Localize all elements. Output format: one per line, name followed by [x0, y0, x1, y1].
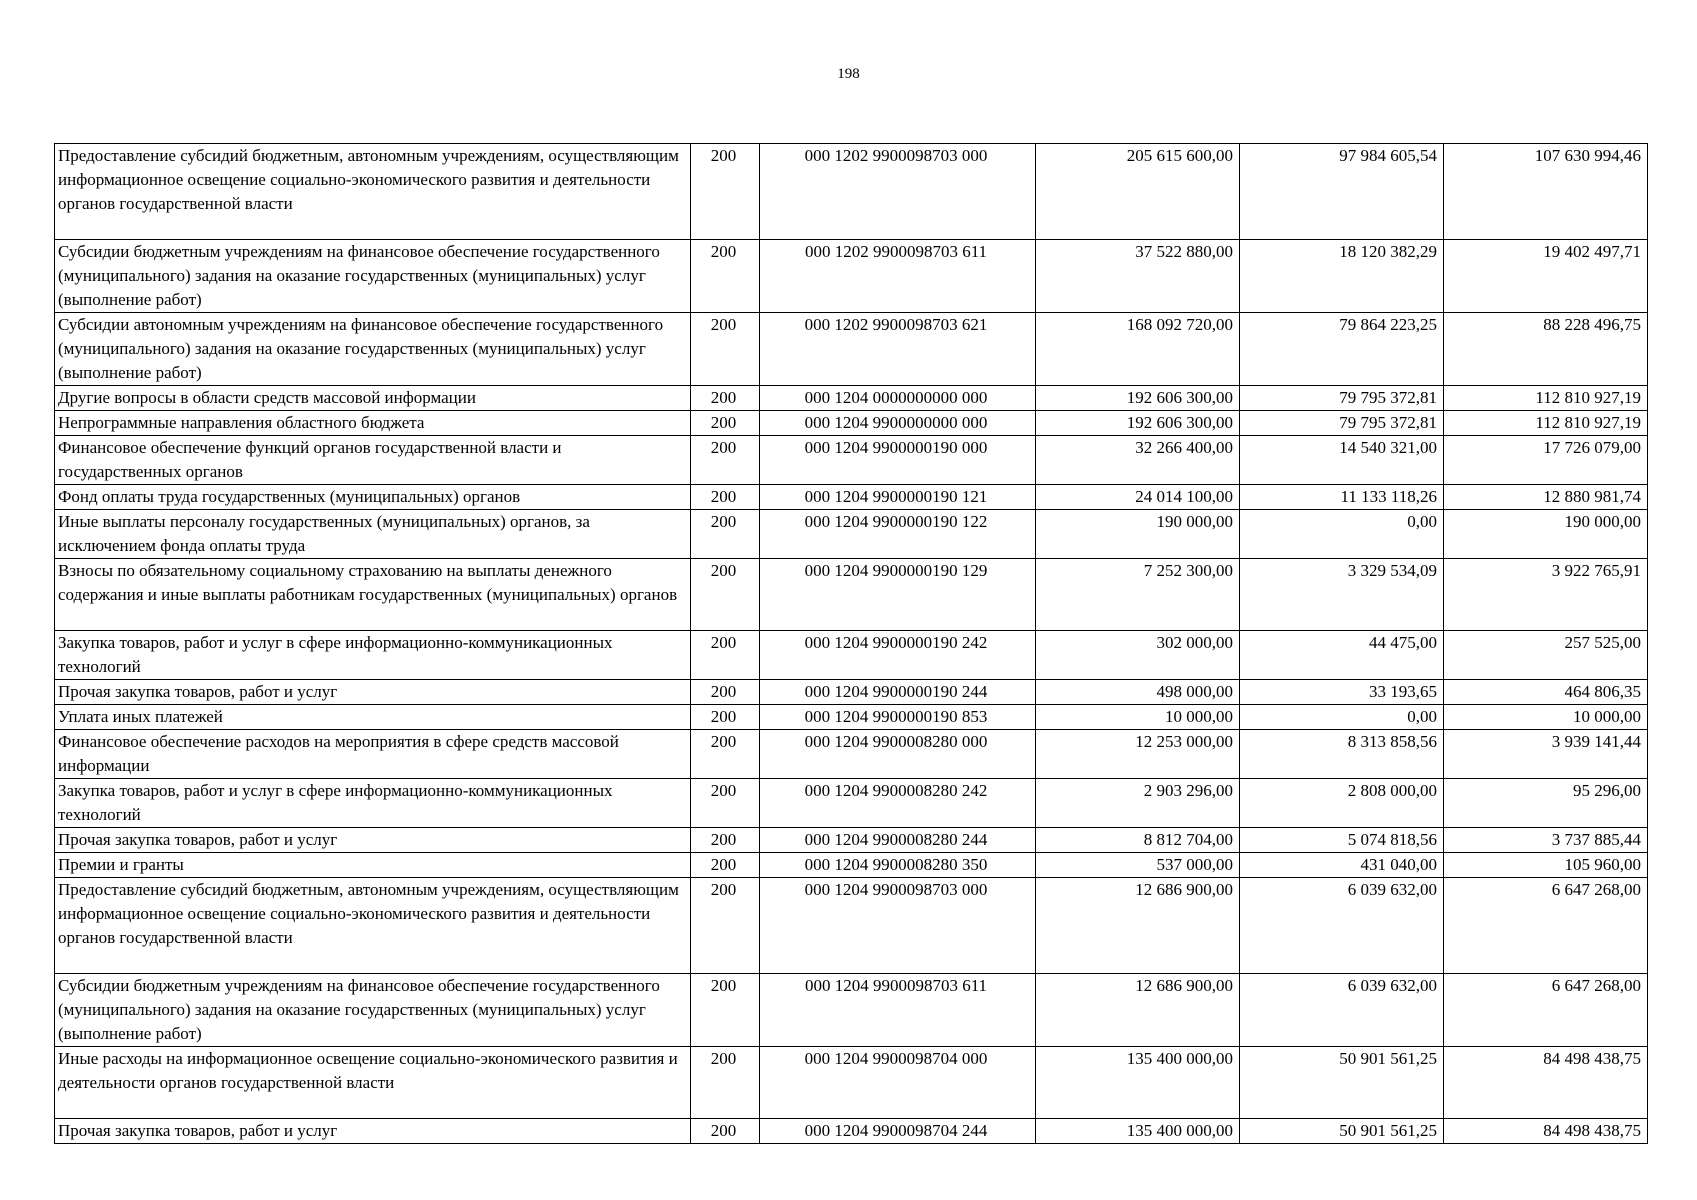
row-kbk: 000 1204 9900098704 000: [760, 1047, 1036, 1119]
table-row: [55, 144, 1648, 240]
row-unexecuted: 6 647 268,00: [1444, 878, 1648, 974]
row-code: 200: [691, 828, 760, 853]
row-unexecuted: 95 296,00: [1444, 779, 1648, 828]
row-code: 200: [691, 313, 760, 386]
row-executed: 6 039 632,00: [1240, 974, 1444, 1047]
row-executed: 97 984 605,54: [1240, 144, 1444, 240]
row-name: Непрограммные направления областного бюджета: [55, 411, 691, 436]
row-name: Субсидии бюджетным учреждениям на финансовое обеспечение государственного (муниципального) задания на оказание государственных (муниципальных) услуг (выполнение работ): [55, 974, 691, 1047]
row-name: Закупка товаров, работ и услуг в сфере информационно-коммуникационных технологий: [55, 779, 691, 828]
row-approved: 12 686 900,00: [1036, 878, 1240, 974]
row-unexecuted: 464 806,35: [1444, 680, 1648, 705]
row-unexecuted: 3 922 765,91: [1444, 559, 1648, 631]
table-row: [55, 1047, 1648, 1119]
row-code: 200: [691, 1119, 760, 1144]
row-name: Субсидии автономным учреждениям на финансовое обеспечение государственного (муниципального) задания на оказание государственных (муниципальных) услуг (выполнение работ): [55, 313, 691, 386]
row-name: Другие вопросы в области средств массовой информации: [55, 386, 691, 411]
row-code: 200: [691, 485, 760, 510]
row-kbk: 000 1204 9900098703 000: [760, 878, 1036, 974]
row-code: 200: [691, 240, 760, 313]
row-code: 200: [691, 436, 760, 485]
row-code: 200: [691, 631, 760, 680]
row-approved: 302 000,00: [1036, 631, 1240, 680]
table-row: [55, 436, 1648, 485]
row-approved: 10 000,00: [1036, 705, 1240, 730]
row-approved: 8 812 704,00: [1036, 828, 1240, 853]
row-name: Прочая закупка товаров, работ и услуг: [55, 680, 691, 705]
row-code: 200: [691, 730, 760, 779]
row-approved: 12 686 900,00: [1036, 974, 1240, 1047]
table-row: [55, 411, 1648, 436]
row-executed: 44 475,00: [1240, 631, 1444, 680]
row-executed: 50 901 561,25: [1240, 1047, 1444, 1119]
row-executed: 79 795 372,81: [1240, 386, 1444, 411]
budget-table: [54, 143, 1648, 1144]
table-row: [55, 730, 1648, 779]
row-unexecuted: 112 810 927,19: [1444, 386, 1648, 411]
row-name: Прочая закупка товаров, работ и услуг: [55, 1119, 691, 1144]
table-row: [55, 853, 1648, 878]
row-approved: 135 400 000,00: [1036, 1119, 1240, 1144]
row-unexecuted: 10 000,00: [1444, 705, 1648, 730]
row-approved: 2 903 296,00: [1036, 779, 1240, 828]
row-unexecuted: 3 737 885,44: [1444, 828, 1648, 853]
row-name: Иные расходы на информационное освещение социально-экономического развития и деятельности органов государственной власти: [55, 1047, 691, 1119]
table-row: [55, 313, 1648, 386]
row-approved: 537 000,00: [1036, 853, 1240, 878]
row-kbk: 000 1204 9900008280 244: [760, 828, 1036, 853]
row-name: Уплата иных платежей: [55, 705, 691, 730]
row-executed: 0,00: [1240, 510, 1444, 559]
row-executed: 50 901 561,25: [1240, 1119, 1444, 1144]
row-approved: 192 606 300,00: [1036, 386, 1240, 411]
table-row: [55, 974, 1648, 1047]
row-kbk: 000 1202 9900098703 000: [760, 144, 1036, 240]
row-name: Иные выплаты персоналу государственных (муниципальных) органов, за исключением фонда оплаты труда: [55, 510, 691, 559]
row-code: 200: [691, 411, 760, 436]
row-executed: 18 120 382,29: [1240, 240, 1444, 313]
row-kbk: 000 1204 9900000190 242: [760, 631, 1036, 680]
table-row: [55, 779, 1648, 828]
row-executed: 431 040,00: [1240, 853, 1444, 878]
row-kbk: 000 1204 9900000190 121: [760, 485, 1036, 510]
row-executed: 33 193,65: [1240, 680, 1444, 705]
table-row: [55, 878, 1648, 974]
row-name: Финансовое обеспечение расходов на мероприятия в сфере средств массовой информации: [55, 730, 691, 779]
row-approved: 37 522 880,00: [1036, 240, 1240, 313]
row-name: Финансовое обеспечение функций органов государственной власти и государственных органов: [55, 436, 691, 485]
table-row: [55, 631, 1648, 680]
row-executed: 6 039 632,00: [1240, 878, 1444, 974]
row-unexecuted: 88 228 496,75: [1444, 313, 1648, 386]
row-name: Субсидии бюджетным учреждениям на финансовое обеспечение государственного (муниципального) задания на оказание государственных (муниципальных) услуг (выполнение работ): [55, 240, 691, 313]
row-kbk: 000 1204 9900000190 129: [760, 559, 1036, 631]
table-row: [55, 485, 1648, 510]
table-row: [55, 240, 1648, 313]
row-approved: 192 606 300,00: [1036, 411, 1240, 436]
row-kbk: 000 1204 9900098704 244: [760, 1119, 1036, 1144]
table-row: [55, 705, 1648, 730]
row-approved: 205 615 600,00: [1036, 144, 1240, 240]
row-name: Предоставление субсидий бюджетным, автономным учреждениям, осуществляющим информационное освещение социально-экономического развития и деятельности органов государственной власти: [55, 144, 691, 240]
row-unexecuted: 112 810 927,19: [1444, 411, 1648, 436]
row-approved: 24 014 100,00: [1036, 485, 1240, 510]
row-unexecuted: 12 880 981,74: [1444, 485, 1648, 510]
row-name: Прочая закупка товаров, работ и услуг: [55, 828, 691, 853]
row-code: 200: [691, 779, 760, 828]
row-unexecuted: 6 647 268,00: [1444, 974, 1648, 1047]
row-executed: 79 864 223,25: [1240, 313, 1444, 386]
row-executed: 2 808 000,00: [1240, 779, 1444, 828]
row-executed: 5 074 818,56: [1240, 828, 1444, 853]
row-approved: 7 252 300,00: [1036, 559, 1240, 631]
row-name: Предоставление субсидий бюджетным, автономным учреждениям, осуществляющим информационное освещение социально-экономического развития и деятельности органов государственной власти: [55, 878, 691, 974]
row-code: 200: [691, 1047, 760, 1119]
row-kbk: 000 1204 9900008280 242: [760, 779, 1036, 828]
row-approved: 135 400 000,00: [1036, 1047, 1240, 1119]
row-code: 200: [691, 705, 760, 730]
row-unexecuted: 17 726 079,00: [1444, 436, 1648, 485]
row-kbk: 000 1202 9900098703 611: [760, 240, 1036, 313]
table-row: [55, 510, 1648, 559]
row-code: 200: [691, 510, 760, 559]
table-row: [55, 386, 1648, 411]
row-kbk: 000 1204 9900000190 000: [760, 436, 1036, 485]
table-row: [55, 1119, 1648, 1144]
table-row: [55, 680, 1648, 705]
table-row: [55, 828, 1648, 853]
page-number: 198: [837, 66, 860, 82]
row-kbk: 000 1204 9900000190 244: [760, 680, 1036, 705]
row-unexecuted: 84 498 438,75: [1444, 1119, 1648, 1144]
row-code: 200: [691, 144, 760, 240]
row-approved: 190 000,00: [1036, 510, 1240, 559]
row-executed: 0,00: [1240, 705, 1444, 730]
row-kbk: 000 1204 9900008280 000: [760, 730, 1036, 779]
row-executed: 11 133 118,26: [1240, 485, 1444, 510]
row-name: Премии и гранты: [55, 853, 691, 878]
row-unexecuted: 3 939 141,44: [1444, 730, 1648, 779]
row-kbk: 000 1204 0000000000 000: [760, 386, 1036, 411]
row-code: 200: [691, 386, 760, 411]
row-executed: 3 329 534,09: [1240, 559, 1444, 631]
row-executed: 14 540 321,00: [1240, 436, 1444, 485]
row-unexecuted: 190 000,00: [1444, 510, 1648, 559]
row-unexecuted: 84 498 438,75: [1444, 1047, 1648, 1119]
row-unexecuted: 105 960,00: [1444, 853, 1648, 878]
row-name: Фонд оплаты труда государственных (муниципальных) органов: [55, 485, 691, 510]
row-code: 200: [691, 974, 760, 1047]
row-executed: 8 313 858,56: [1240, 730, 1444, 779]
row-kbk: 000 1204 9900008280 350: [760, 853, 1036, 878]
row-kbk: 000 1204 9900098703 611: [760, 974, 1036, 1047]
row-unexecuted: 107 630 994,46: [1444, 144, 1648, 240]
row-kbk: 000 1204 9900000190 853: [760, 705, 1036, 730]
row-code: 200: [691, 878, 760, 974]
row-code: 200: [691, 853, 760, 878]
row-approved: 32 266 400,00: [1036, 436, 1240, 485]
row-executed: 79 795 372,81: [1240, 411, 1444, 436]
row-kbk: 000 1204 9900000000 000: [760, 411, 1036, 436]
row-approved: 498 000,00: [1036, 680, 1240, 705]
row-code: 200: [691, 559, 760, 631]
row-kbk: 000 1204 9900000190 122: [760, 510, 1036, 559]
row-code: 200: [691, 680, 760, 705]
row-unexecuted: 19 402 497,71: [1444, 240, 1648, 313]
row-approved: 12 253 000,00: [1036, 730, 1240, 779]
table-row: [55, 559, 1648, 631]
row-approved: 168 092 720,00: [1036, 313, 1240, 386]
row-name: Взносы по обязательному социальному страхованию на выплаты денежного содержания и иные выплаты работникам государственных (муниципальных) органов: [55, 559, 691, 631]
row-unexecuted: 257 525,00: [1444, 631, 1648, 680]
row-name: Закупка товаров, работ и услуг в сфере информационно-коммуникационных технологий: [55, 631, 691, 680]
row-kbk: 000 1202 9900098703 621: [760, 313, 1036, 386]
